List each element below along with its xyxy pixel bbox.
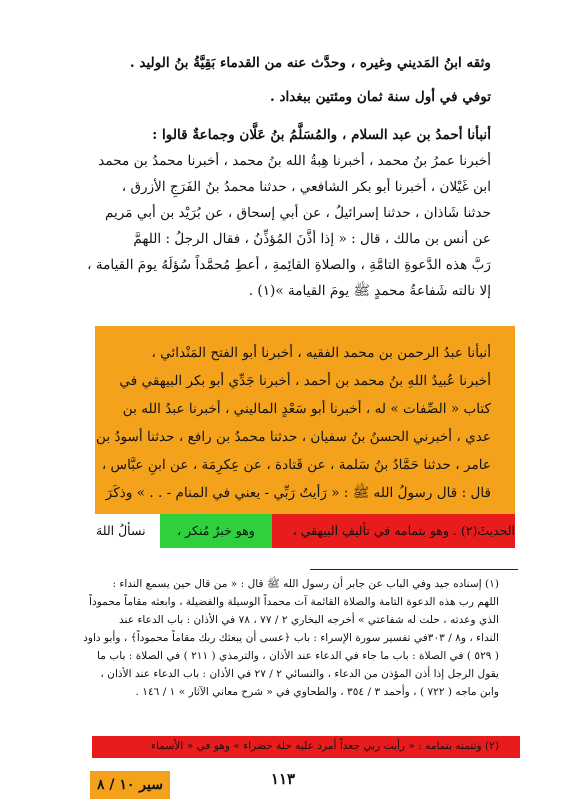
footnote-line-2: اللهم رب هذه الدعوة التامة والصلاة القائمة آت محمداً الوسيلة والفضيلة ، وابعثه مقاماً محموداً: [89, 596, 499, 608]
text-line-main-5: عن أنس بن مالك ، قال : « إذا أذَّنَ المُؤذِّنُ ، فقال الرجلُ : اللهمَّ: [133, 231, 491, 247]
highlight-line-2: أخبرنا عُبيدُ اللهِ بنُ محمد بن أحمد ، أخبرنا جَدِّي أبو بكر البيهقي في: [119, 373, 491, 389]
split-line-green-text: وهو خبرٌ مُنكر ،: [177, 523, 255, 538]
highlight-line-5: عامر ، حدثنا حَمَّادُ بنُ سَلمة ، عن قَتادة ، عن عِكرِمَة ، عن ابنِ عبَّاس ،: [101, 457, 491, 473]
text-line-main-6: رَبَّ هذه الدَّعوةِ التامَّةِ ، والصلاةِ القائِمةِ ، أعطِ مُحمَّداً سُؤلَهُ يومَ القيامة ،: [87, 257, 491, 273]
text-line-main-1: أنبأنا أحمدُ بن عبد السلام ، والمُسَلَّمُ بنُ عَلَّان وجماعةٌ قالوا :: [152, 127, 491, 143]
footnote-line-7: وابن ماجه ( ٧٢٢ ) ، وأحمد ٣ / ٣٥٤ ، والطحاوي في « شرح معاني الآثار » ١ / ١٤٦ .: [135, 686, 499, 698]
text-line-main-7: إلا نالته شَفاعةُ محمدٍ ﷺ يومَ القيامة »(١) .: [248, 283, 491, 299]
text-line-main-3: ابن غَيْلان ، أخبرنا أبو بكر الشافعي ، حدثنا محمدُ بنُ الفَرَجِ الأزرق ،: [121, 179, 491, 195]
text-line-main-2: أخبرنا عمرُ بنُ محمد ، أخبرنا هِبةُ الله بنُ محمد ، أخبرنا محمدُ بن محمد: [98, 153, 491, 169]
footnote-line-4: النداء ، و٨ / ٣٠٣في تفسير سورة الإسراء : باب ﴿عسى أن يبعثك ربك مقاماً محموداً﴾ ، وأبو داود: [83, 632, 499, 644]
text-line-top-1: وثقه ابنُ المَديني وغيره ، وحدَّث عنه من القدماء بَقِيَّةُ بنُ الوليد .: [129, 55, 491, 71]
footnote-line-5: ( ٥٢٩ ) في الصلاة : باب ما جاء في الدعاء عند الأذان ، والترمذي ( ٢١١ ) في الصلاة : باب ما: [97, 650, 499, 662]
highlight-line-1: أنبأنا عبدُ الرحمن بن محمد الفقيه ، أخبرنا أبو الفتح المَنْدائي ،: [151, 345, 491, 361]
split-line-red-text: الحديثَ(٢) . وهو بتمامه في تأليفِ البيهقي ،: [292, 523, 515, 538]
text-line-main-4: حدثنا شَاذان ، حدثنا إسرائيلُ ، عن أبي إسحاق ، عن بُرَيْد بن أبي مَريم: [104, 205, 491, 221]
highlight-line-3: كتاب « الصِّفات » له ، أخبرنا أبو سَعْدٍ الماليني ، أخبرنا عبدُ الله بن: [122, 401, 491, 417]
highlight-line-6: قال : قال رسولُ الله ﷺ : « رَأيتُ رَبِّي - يعني في المنام - . . » وذكَرَ: [105, 485, 491, 501]
volume-badge: سير ١٠ / ٨: [90, 771, 170, 799]
footnote-line-3: الذي وعدته ، حلت له شفاعتي » أخرجه البخاري ٢ / ٧٧ ، ٧٨ في الأذان : باب الدعاء عند: [119, 614, 499, 626]
footnote-separator: [310, 569, 518, 570]
footnote-line-6: يقول الرجل إذا أذن المؤذن من الدعاء ، والنسائي ٢ / ٢٧ في الأذان : باب الدعاء عند الأذان ،: [100, 668, 499, 680]
footnote-line-red: (٢) وتتمته بتمامه : « رأيت ربي جعداً أمرد عليه حلة خضراء » وهو في « الأسماء: [151, 740, 499, 752]
footnote-line-1: (١) إسناده جيد وفي الباب عن جابر أن رسول الله ﷺ قال : « من قال حين يسمع النداء :: [112, 578, 499, 590]
split-line-tail-text: نسألُ اللهَ: [96, 523, 146, 538]
highlight-line-4: عدي ، أخبرني الحسنُ بنُ سفيان ، حدثنا محمدُ بن رافع ، حدثنا أسودُ بن: [96, 429, 491, 445]
text-line-top-2: توفي في أول سنة ثمان ومئتين ببغداد .: [270, 89, 491, 105]
page-number: ١١٣: [270, 770, 296, 788]
